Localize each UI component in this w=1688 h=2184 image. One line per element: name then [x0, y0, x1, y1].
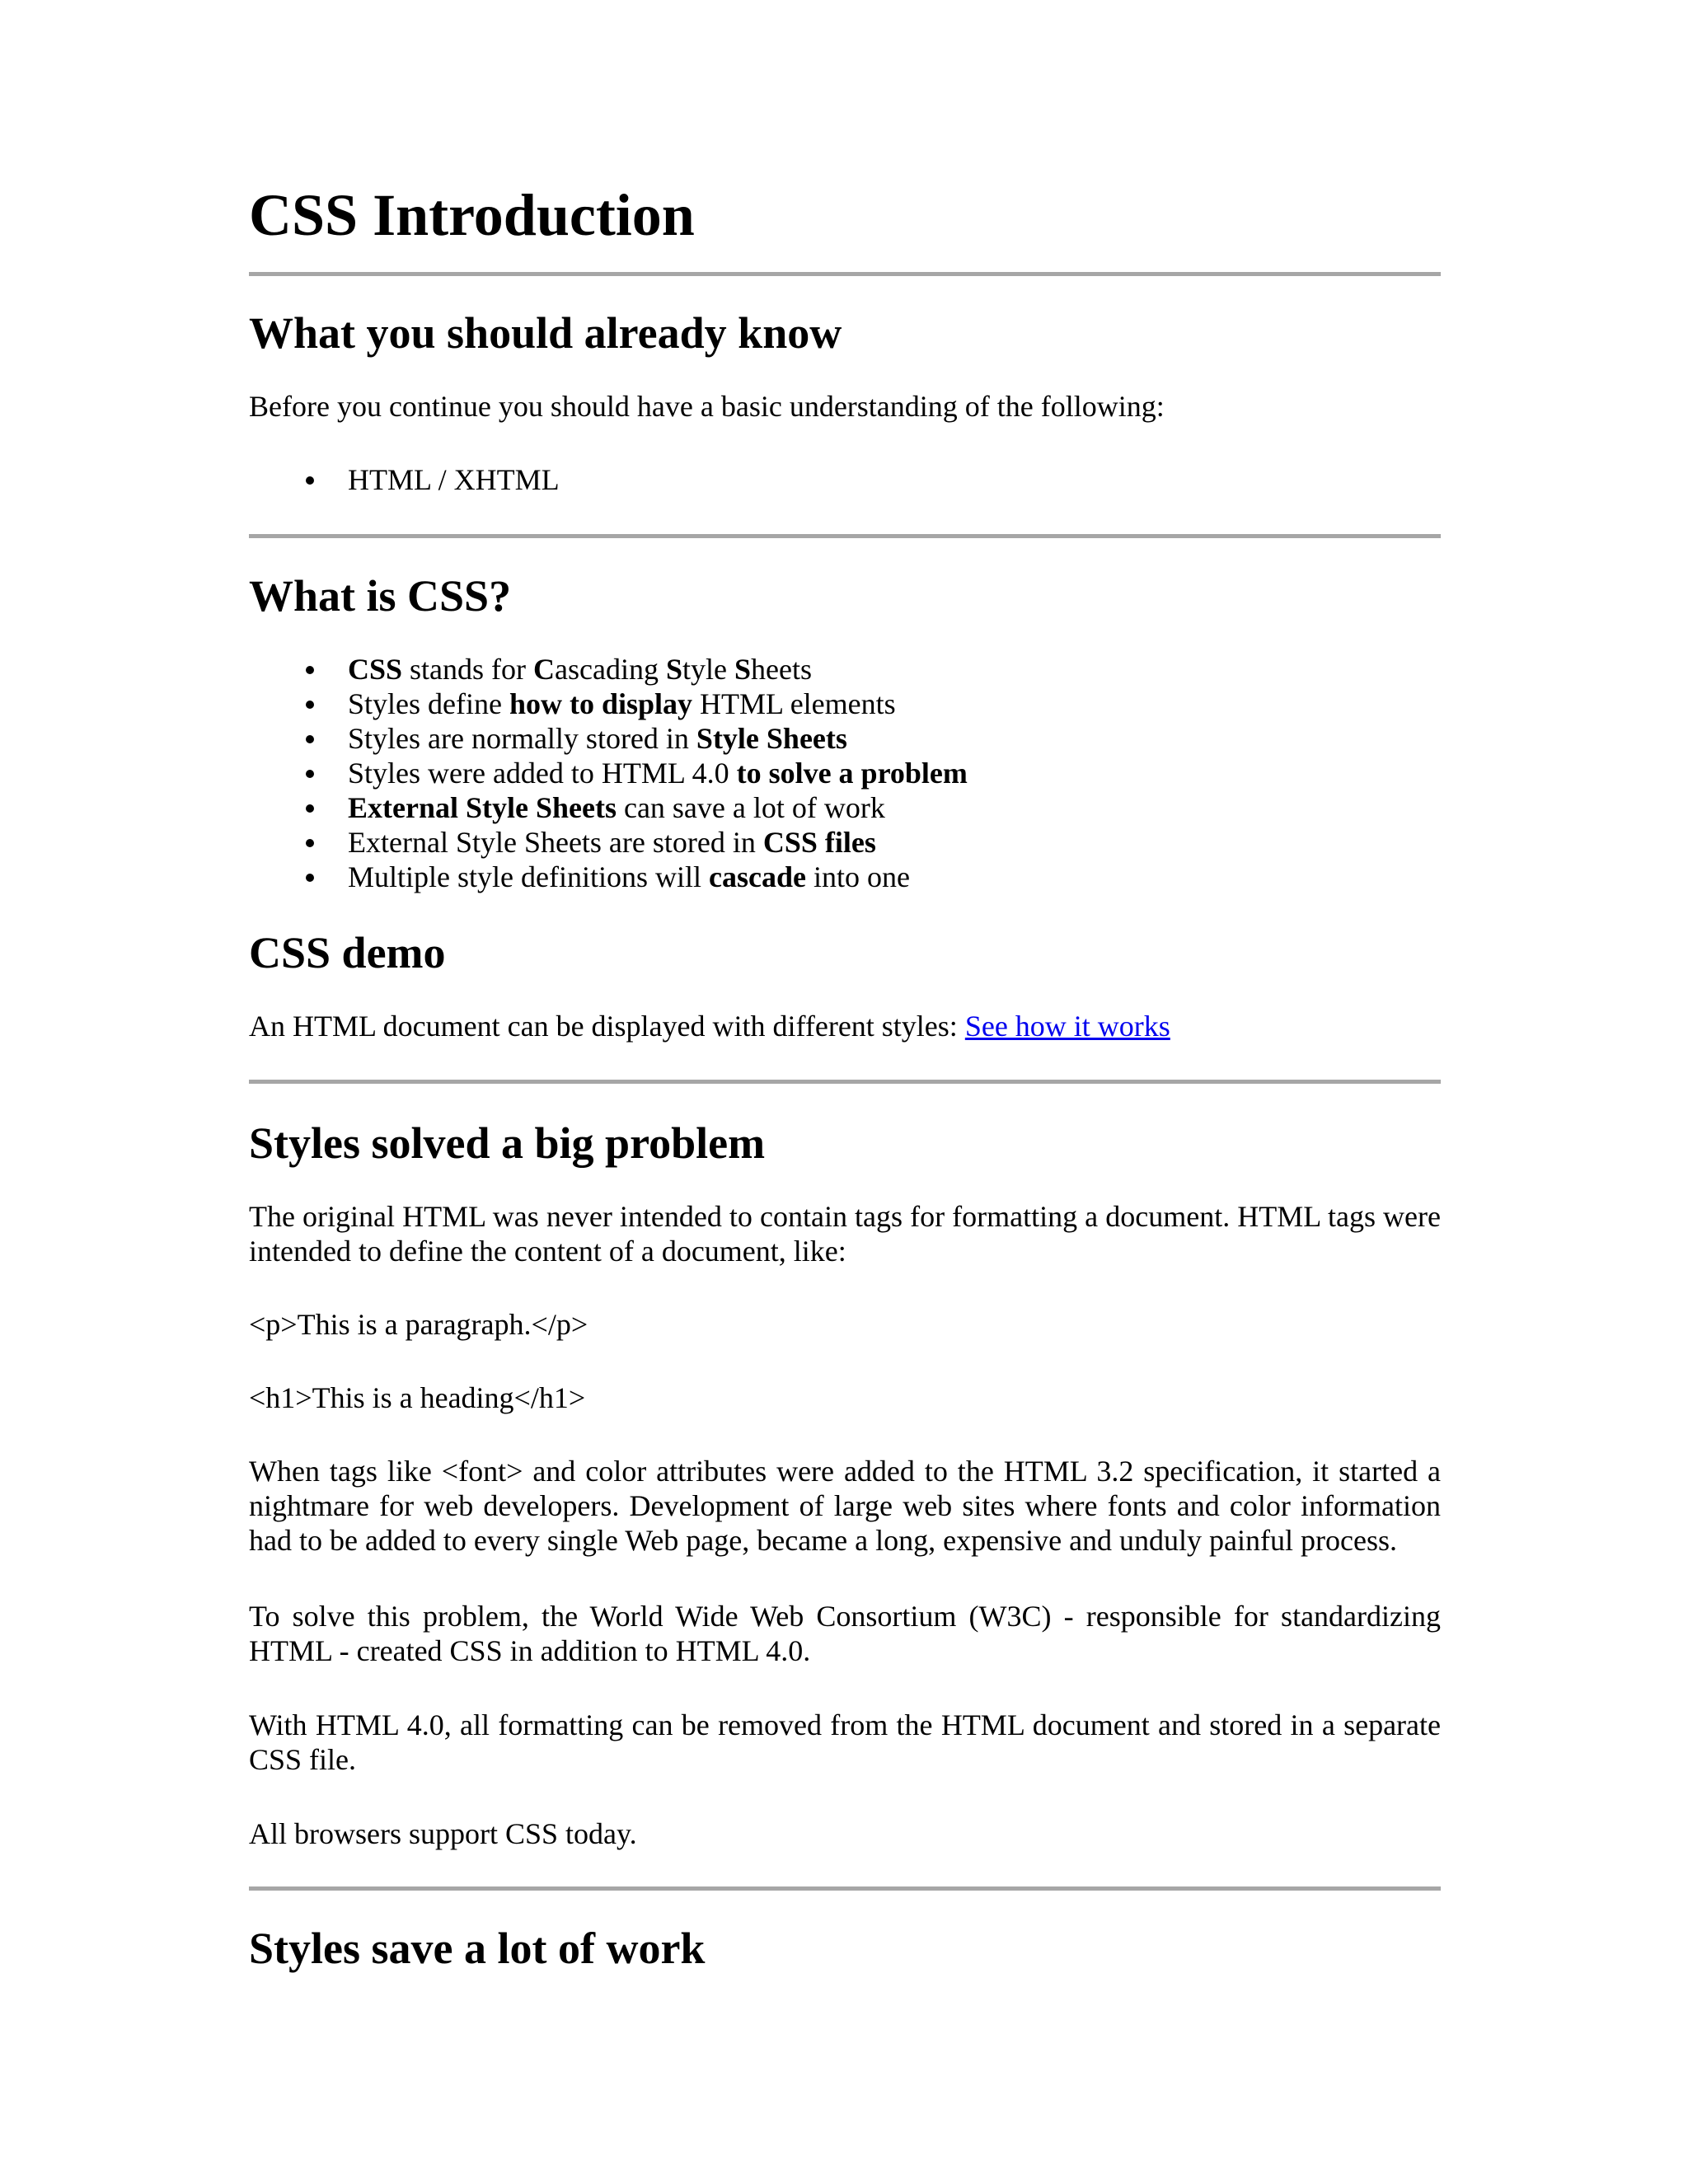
demo-paragraph: An HTML document can be displayed with different styles: See how it works: [249, 1010, 1170, 1043]
list-item: Styles were added to HTML 4.0 to solve a problem: [348, 757, 968, 790]
list-item: External Style Sheets can save a lot of work: [348, 791, 885, 824]
section-heading-what: What is CSS?: [249, 571, 512, 621]
horizontal-rule: [249, 272, 1441, 276]
problem-paragraph-1: The original HTML was never intended to contain tags for formatting a document. HTML tags were intended to define the content of a document, like:: [249, 1200, 1441, 1268]
section-heading-know: What you should already know: [249, 308, 842, 358]
page-title: CSS Introduction: [249, 182, 695, 248]
problem-paragraph-4: With HTML 4.0, all formatting can be removed from the HTML document and stored in a separate CSS file.: [249, 1708, 1441, 1776]
horizontal-rule: [249, 1080, 1441, 1084]
list-item: Styles are normally stored in Style Sheets: [348, 722, 847, 755]
prerequisite-list: [249, 462, 560, 497]
list-item: CSS stands for Cascading Style Sheets: [348, 653, 812, 686]
section-heading-demo: CSS demo: [249, 928, 446, 977]
see-how-it-works-link[interactable]: See how it works: [964, 1010, 1170, 1043]
list-item: External Style Sheets are stored in CSS files: [348, 826, 876, 859]
problem-paragraph-2: When tags like <font> and color attributes were added to the HTML 3.2 specification, it started a nightmare for web developers. Development of large web sites where fonts and color information had to be added to every single Web page, became a long, expensive and unduly painful process.: [249, 1455, 1441, 1557]
list-item: HTML / XHTML: [348, 463, 560, 496]
list-item: Styles define how to display HTML elements: [348, 687, 896, 720]
intro-paragraph: Before you continue you should have a basic understanding of the following:: [249, 390, 1165, 423]
list-item: Multiple style definitions will cascade into one: [348, 860, 910, 893]
css-facts-list: [249, 652, 968, 894]
code-example-paragraph: <p>This is a paragraph.</p>: [249, 1308, 588, 1341]
section-heading-problem: Styles solved a big problem: [249, 1118, 766, 1168]
horizontal-rule: [249, 534, 1441, 538]
horizontal-rule: [249, 1886, 1441, 1891]
problem-paragraph-5: All browsers support CSS today.: [249, 1817, 637, 1850]
section-heading-save: Styles save a lot of work: [249, 1924, 706, 1973]
code-example-heading: <h1>This is a heading</h1>: [249, 1381, 586, 1414]
problem-paragraph-3: To solve this problem, the World Wide Web Consortium (W3C) - responsible for standardizing HTML - created CSS in addition to HTML 4.0.: [249, 1600, 1441, 1667]
